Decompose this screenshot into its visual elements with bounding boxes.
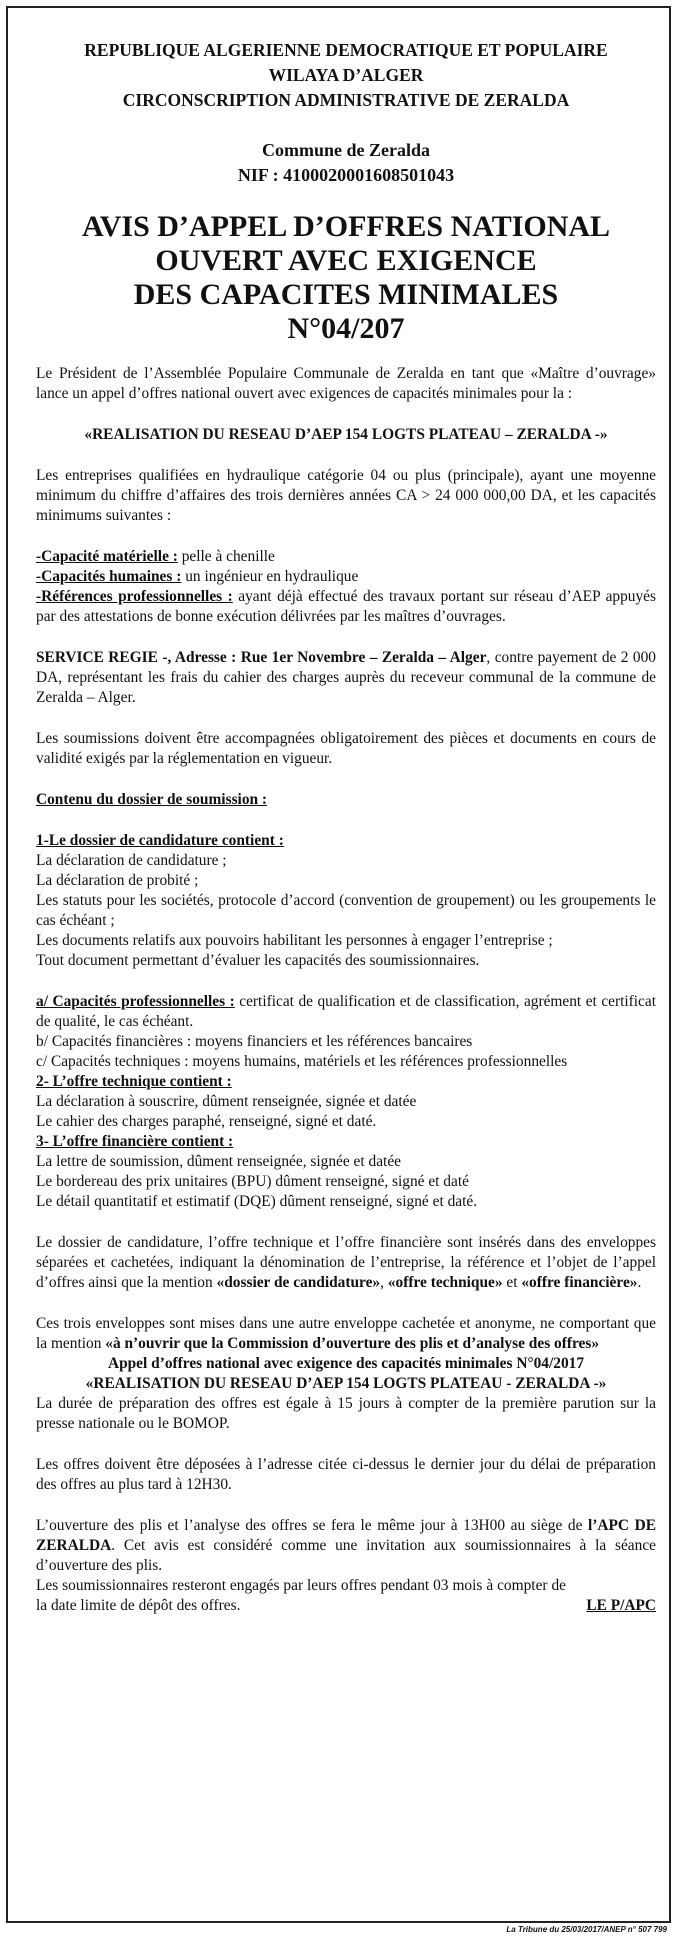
offre-financiere-title: 3- L’offre financière contient :: [36, 1133, 234, 1150]
capacites-professionnelles: [36, 992, 656, 1032]
mention-candidature: «dossier de candidature»: [216, 1274, 381, 1291]
service-address: SERVICE REGIE -, Adresse : Rue 1er Novembre – Zeralda – Alger: [36, 649, 487, 666]
commune-nif: NIF : 4100020001608501043: [237, 165, 455, 185]
header-wilaya: WILAYA D’ALGER: [268, 65, 424, 85]
apc-name: l’APC DE ZERALDA: [36, 1517, 657, 1554]
anonyme-text: Ces trois enveloppes sont mises dans une autre enveloppe cachetée et anonyme, ne comportant que la mention: [36, 1315, 656, 1352]
candidature-item: La déclaration de candidature ;: [36, 852, 227, 869]
reference-line-2: «REALISATION DU RESEAU D’AEP 154 LOGTS PLATEAU - ZERALDA -»: [85, 1375, 607, 1392]
publication-footer: La Tribune du 25/03/2017/ANEP n° 507 799: [506, 1925, 667, 1934]
capacity-references-label: -Références professionnelles :: [36, 588, 233, 605]
soumissions-paragraph: Les soumissions doivent être accompagnées obligatoirement des pièces et documents en cours de validité exigés par la réglementation en vigueur.: [36, 730, 656, 767]
offre-technique-item: La déclaration à souscrire, dûment renseignée, signée et datée: [36, 1093, 417, 1110]
enveloppes-sep: ,: [380, 1274, 388, 1291]
depot-paragraph: Les offres doivent être déposées à l’adresse citée ci-dessus le dernier jour du délai de préparation des offres au plus tard à 12H30.: [36, 1456, 656, 1493]
service-paragraph: [36, 648, 656, 708]
contenu-title: Contenu du dossier de soumission :: [36, 791, 268, 808]
service-rest: , contre payement de 2 000 DA, représentant les frais du cahier des charges auprès du receveur communal de la commune de Zeralda – Alger.: [36, 649, 656, 706]
enveloppes-end: .: [637, 1274, 642, 1291]
project-title: «REALISATION DU RESEAU D’AEP 154 LOGTS PLATEAU – ZERALDA -»: [84, 426, 608, 443]
title-line-1: AVIS D’APPEL D’OFFRES NATIONAL: [81, 210, 611, 243]
enveloppes-text: Le dossier de candidature, l’offre technique et l’offre financière sont insérés dans des enveloppes séparées et cachetées, indiquant la dénomination de l’entreprise, la référence et l’objet de l’appel d’offres ainsi que la mention: [36, 1234, 656, 1291]
mention-technique: «offre technique»: [387, 1274, 503, 1291]
engagement-text: Les soumissionnaires resteront engagés par leurs offres pendant 03 mois à compter de la date limite de dépôt des offres.: [36, 1577, 566, 1614]
offre-technique-title: 2- L’offre technique contient :: [36, 1073, 232, 1090]
capacity-humaines-label: -Capacités humaines :: [36, 568, 182, 585]
capacity-humaines: [36, 567, 656, 587]
intro-paragraph: Le Président de l’Assemblée Populaire Communale de Zeralda en tant que «Maître d’ouvrage» lance un appel d’offres national ouvert avec exigences de capacités minimales pour la :: [36, 365, 656, 402]
ouverture-rest: . Cet avis est considéré comme une invitation aux soumissionnaires à la séance d’ouverture des plis.: [36, 1537, 656, 1574]
capacity-humaines-value: un ingénieur en hydraulique: [181, 568, 359, 585]
candidature-item: Les statuts pour les sociétés, protocole d’accord (convention de groupement) ou les groupements le cas échéant ;: [36, 892, 656, 929]
capacites-financieres: b/ Capacités financières : moyens financiers et les références bancaires: [36, 1033, 473, 1050]
notice-title: [36, 210, 656, 346]
candidature-item: La déclaration de probité ;: [36, 872, 199, 889]
offre-financiere-item: Le bordereau des prix unitaires (BPU) dûment renseigné, signé et daté: [36, 1173, 469, 1190]
capacites-techniques: c/ Capacités techniques : moyens humains, matériels et les références professionnelles: [36, 1053, 568, 1070]
title-line-4: N°04/207: [287, 312, 405, 345]
offre-financiere-item: Le détail quantitatif et estimatif (DQE) dûment renseigné, signé et daté.: [36, 1193, 478, 1210]
signature: LE P/APC: [586, 1597, 656, 1614]
notice-body: [36, 38, 656, 1616]
anonyme-mention: «à n’ouvrir que la Commission d’ouverture des plis et d’analyse des offres»: [105, 1335, 600, 1352]
enveloppes-sep: et: [502, 1274, 522, 1291]
capacity-materiel: [36, 547, 656, 567]
header-circonscription: CIRCONSCRIPTION ADMINISTRATIVE DE ZERALDA: [122, 90, 570, 110]
capacity-references: [36, 587, 656, 627]
engagement-paragraph: [36, 1576, 656, 1616]
candidature-title: 1-Le dossier de candidature contient :: [36, 832, 284, 849]
duree-paragraph: La durée de préparation des offres est égale à 15 jours à compter de la première parution sur la presse nationale ou le BOMOP.: [36, 1395, 656, 1432]
candidature-item: Les documents relatifs aux pouvoirs habilitant les personnes à engager l’entreprise ;: [36, 932, 553, 949]
title-line-2: OUVERT AVEC EXIGENCE: [155, 244, 537, 277]
enveloppes-paragraph: [36, 1233, 656, 1293]
ouverture-text: L’ouverture des plis et l’analyse des offres se fera le même jour à 13H00 au siège de: [36, 1517, 589, 1534]
commune-name: Commune de Zeralda: [262, 140, 430, 160]
capacity-references-value: ayant déjà effectué des travaux portant sur réseau d’AEP appuyés par des attestations de bonne exécution délivrées par les maîtres d’ouvrages.: [36, 588, 656, 625]
reference-line-1: Appel d’offres national avec exigence des capacités minimales N°04/2017: [107, 1355, 585, 1372]
offre-technique-item: Le cahier des charges paraphé, renseigné, signé et daté.: [36, 1113, 377, 1130]
anonyme-paragraph: [36, 1314, 656, 1354]
header-republic: REPUBLIQUE ALGERIENNE DEMOCRATIQUE ET POPULAIRE: [84, 40, 608, 60]
capacity-materiel-value: pelle à chenille: [177, 548, 275, 565]
capacites-professionnelles-label: a/ Capacités professionnelles :: [36, 993, 235, 1010]
mention-financiere: «offre financière»: [521, 1274, 638, 1291]
title-line-3: DES CAPACITES MINIMALES: [133, 278, 559, 311]
offre-financiere-item: La lettre de soumission, dûment renseignée, signée et datée: [36, 1153, 401, 1170]
capacity-materiel-label: -Capacité matérielle :: [36, 548, 178, 565]
candidature-item: Tout document permettant d’évaluer les capacités des soumissionnaires.: [36, 952, 480, 969]
ouverture-paragraph: [36, 1516, 656, 1576]
capacites-professionnelles-value: certificat de qualification et de classification, agrément et certificat de qualité, le cas échéant.: [36, 993, 656, 1030]
eligibility-paragraph: Les entreprises qualifiées en hydraulique catégorie 04 ou plus (principale), ayant une moyenne minimum du chiffre d’affaires des trois dernières années CA > 24 000 000,00 DA, et les capacités minimums suivantes :: [36, 467, 656, 524]
